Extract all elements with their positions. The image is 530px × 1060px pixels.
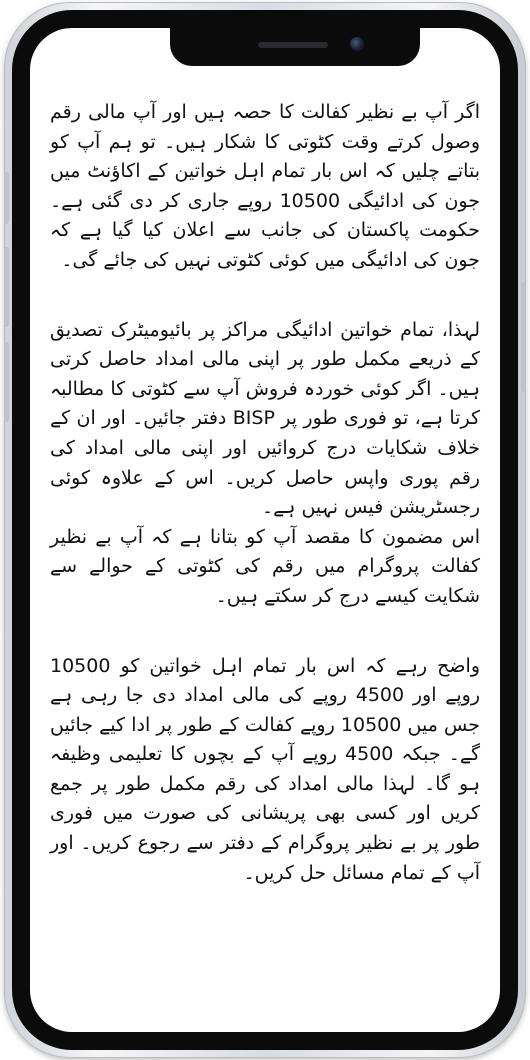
- mute-switch: [4, 172, 9, 224]
- article-paragraph-4: واضح رہے کہ اس بار تمام اہل خواتین کو 10500 روپے اور 4500 روپے کی مالی امداد دی جا رہی ہے جس میں 10500 روپے کفالت کے طور پر ادا کیے جائیں گے۔ جبکہ 4500 روپے آپ کے بچوں کا تعلیمی وظیفہ ہو گا۔ لہذا مالی امداد کی رقم مکمل طور پر جمع کریں اور کسی بھی پریشانی کی صورت میں فوری طور پر بے نظیر پروگرام کے دفتر سے رجوع کریں۔ اور آپ کے تمام مسائل حل کریں۔: [50, 654, 481, 884]
- power-button: [521, 282, 526, 392]
- paragraph-gap: [50, 276, 480, 316]
- article-paragraph-2: لہذا، تمام خواتین ادائیگی مراکز پر بائیومیٹرک تصدیق کے ذریعے مکمل طور پر اپنی مالی امداد حاصل کرتی ہیں۔ اگر کوئی خوردہ فروش آپ سے کٹوتی کا مطالبہ کرتا ہے، تو فوری طور پر BISP دفتر جائیں۔ اور ان کے خلاف شکایات درج کروائیں اور اپنی مالی امداد کی رقم پوری واپس حاصل کریں۔ اس کے علاوہ کوئی رجسٹریشن فیس نہیں ہے۔: [50, 318, 480, 519]
- speaker-grille: [258, 42, 328, 48]
- volume-down-button: [4, 342, 9, 422]
- paragraph-gap: [50, 612, 480, 652]
- article-paragraph-1: اگر آپ بے نظیر کفالت کا حصہ ہیں اور آپ مالی رقم وصول کرتے وقت کٹوتی کا شکار ہیں۔ تو ہم آپ کو بتاتے چلیں کہ اس بار تمام اہل خواتین کے اکاؤنٹ میں جون کی ادائیگی 10500 روپے جاری کر دی گئی ہے۔ حکومت پاکستان کی جانب سے اعلان کیا گیا ہے کہ جون کی ادائیگی میں کوئی کٹوتی نہیں کی جائے گی۔: [50, 101, 480, 271]
- phone-notch: [170, 28, 420, 66]
- article-body: [50, 98, 480, 888]
- volume-up-button: [4, 247, 9, 327]
- front-camera-icon: [350, 37, 364, 51]
- article-paragraph-3: اس مضمون کا مقصد آپ کو بتانا ہے کہ آپ بے نظیر کفالت پروگرام میں رقم کی کٹوتی کے حوالے سے شکایت کیسے درج کر سکتے ہیں۔: [50, 525, 480, 607]
- phone-screen[interactable]: [30, 28, 500, 1032]
